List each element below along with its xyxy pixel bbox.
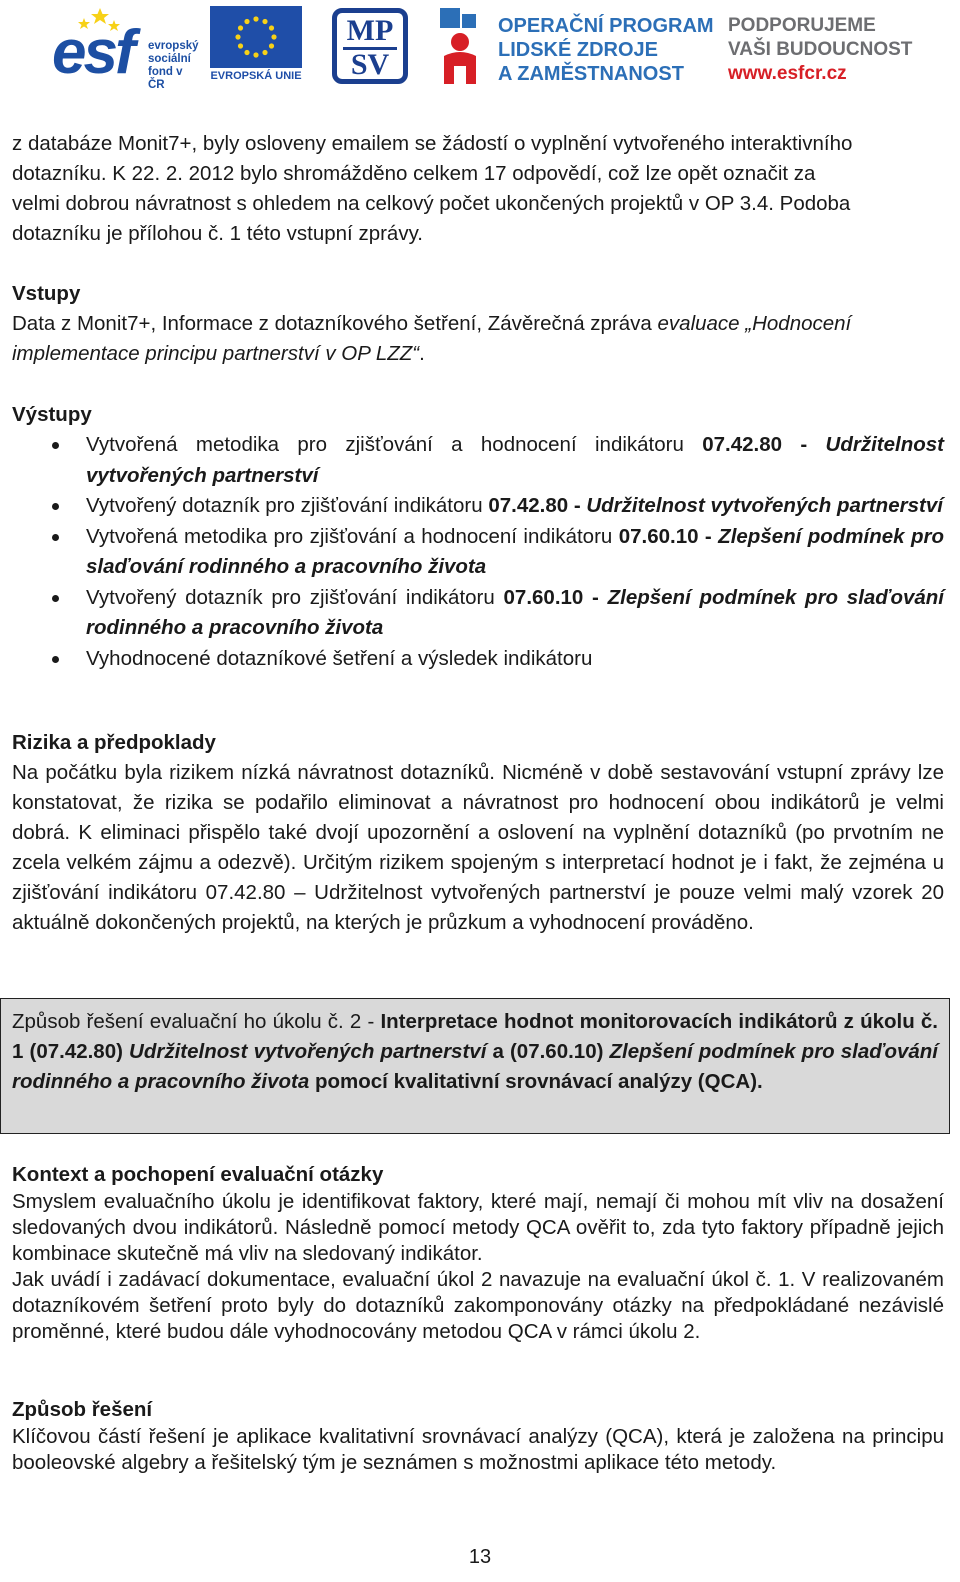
- bullet-icon: [52, 534, 59, 541]
- bullet-icon: [52, 442, 59, 449]
- slogan-logo: [728, 6, 918, 86]
- kontext-paragraph-1: Smyslem evaluačního úkolu je identifikovat faktory, které mají, nemají či mohou mít vliv na dosažení sledovaných dvou indikátorů. Následně pomocí metody QCA ověřit to, zda tyto faktory případně jejich kombinace skutečně má vliv na sledovaný indikátor.: [12, 1190, 944, 1265]
- task-box: [0, 998, 950, 1134]
- task-box-text: Způsob řešení evaluační ho úkolu č. 2 - Interpretace hodnot monitorovacích indikátorů z úkolu č. 1 (07.42.80) Udržitelnost vytvořených partnerství a (07.60.10) Zlepšení podmínek pro slaďování rodinného a pracovního života pomocí kvalitativní srovnávací analýzy (QCA).: [12, 1010, 939, 1093]
- eu-flag: [210, 6, 302, 68]
- vstupy-section: [12, 279, 944, 369]
- page-number: 13: [468, 1546, 492, 1568]
- vystupy-section: [12, 400, 944, 674]
- op-lzz-logo: [436, 6, 714, 86]
- kontext-heading: Kontext a pochopení evaluační otázky: [12, 1163, 384, 1186]
- vstupy-heading: Vstupy: [12, 282, 81, 305]
- zpusob-heading: Způsob řešení: [12, 1398, 153, 1421]
- intro-paragraph: [12, 129, 944, 249]
- mpsv-text-2: SV: [350, 48, 390, 81]
- vystupy-heading: Výstupy: [12, 403, 92, 426]
- zpusob-text: Klíčovou částí řešení je aplikace kvalitativní srovnávací analýzy (QCA), která je založena na principu booleovské algebry a řešitelský tým je seznámen s možnostmi aplikace této metody.: [12, 1425, 944, 1474]
- kontext-section: [12, 1161, 944, 1345]
- intro-line-3: velmi dobrou návratnost s ohledem na celkový počet ukončených projektů v OP 3.4. Podoba: [12, 192, 851, 215]
- bullet-icon: [52, 595, 59, 602]
- rizika-section: [12, 728, 944, 938]
- intro-line-2: dotazníku. K 22. 2. 2012 bylo shromážděno celkem 17 odpovědí, což lze opět označit za: [12, 162, 816, 185]
- list-item: Vytvořená metodika pro zjišťování a hodnocení indikátoru 07.42.80 - Udržitelnost vytvořených partnerství: [12, 430, 944, 491]
- esf-logo: [52, 6, 202, 91]
- mpsv-logo: [332, 6, 408, 86]
- slogan-text-1: PODPORUJEME: [728, 15, 876, 36]
- eu-stars-icon: [210, 6, 302, 68]
- eu-caption: EVROPSKÁ UNIE: [210, 70, 302, 82]
- esf-text-1: evropský: [148, 40, 199, 52]
- zpusob-section: [12, 1396, 944, 1476]
- bullet-icon: [52, 503, 59, 510]
- person-figure-icon: [436, 6, 496, 86]
- rizika-heading: Rizika a předpoklady: [12, 731, 216, 754]
- esf-text-2: sociální: [148, 53, 191, 65]
- intro-line-4: dotazníku je přílohou č. 1 této vstupní zprávy.: [12, 222, 423, 245]
- slogan-url[interactable]: www.esfcr.cz: [728, 63, 847, 84]
- header-logo-bar: [52, 6, 913, 91]
- op-text-3: A ZAMĚSTNANOST: [498, 63, 684, 85]
- bullet-icon: [52, 656, 59, 663]
- esf-big-text: esf: [52, 18, 133, 87]
- kontext-paragraph-2: Jak uvádí i zadávací dokumentace, evaluační úkol 2 navazuje na evaluační úkol č. 1. V realizovaném dotazníkovém šetření proto byly do dotazníků zakomponovány otázky na předpokládané nezávislé proměnné, které budou dále vyhodnocovány metodou QCA v rámci úkolu 2.: [12, 1268, 944, 1343]
- esf-text-3: fond v ČR: [148, 66, 183, 91]
- mpsv-text-1: MP: [346, 14, 394, 47]
- op-text-1: OPERAČNÍ PROGRAM: [498, 15, 714, 37]
- intro-line-1: z databáze Monit7+, byly osloveny emailem se žádostí o vyplnění vytvořeného interaktivního: [12, 132, 853, 155]
- list-item: Vytvořená metodika pro zjišťování a hodnocení indikátoru 07.60.10 - Zlepšení podmínek pro slaďování rodinného a pracovního života: [12, 522, 944, 583]
- vystupy-list: [12, 430, 944, 674]
- list-item: Vytvořený dotazník pro zjišťování indikátoru 07.60.10 - Zlepšení podmínek pro slaďování rodinného a pracovního života: [12, 583, 944, 644]
- slogan-text-2: VAŠI BUDOUCNOST: [728, 39, 913, 60]
- vstupy-text: Data z Monit7+, Informace z dotazníkového šetření, Závěrečná zpráva evaluace „Hodnocení implementace principu partnerství v OP LZZ“.: [12, 312, 852, 365]
- rizika-text: Na počátku byla rizikem nízká návratnost dotazníků. Nicméně v době sestavování vstupní zprávy lze konstatovat, že rizika se podařilo eliminovat a návratnost pro hodnocení obou indikátorů je velmi dobrá. K eliminaci přispělo také dvojí upozornění a oslovení na vyplnění dotazníků (po prvotním ne zcela velkém zájmu a odezvě). Určitým rizikem spojeným s interpretací hodnot je i fakt, že zejména u zjišťování indikátoru 07.42.80 – Udržitelnost vytvořených partnerství je pouze velmi malý vzorek 20 aktuálně dokončených projektů, na kterých je průzkum a vyhodnocení prováděno.: [12, 761, 944, 934]
- op-text-2: LIDSKÉ ZDROJE: [498, 39, 659, 61]
- eu-logo: [210, 6, 302, 86]
- list-item: Vyhodnocené dotazníkové šetření a výsledek indikátoru: [12, 644, 944, 675]
- list-item: Vytvořený dotazník pro zjišťování indikátoru 07.42.80 - Udržitelnost vytvořených partnerství: [12, 491, 944, 522]
